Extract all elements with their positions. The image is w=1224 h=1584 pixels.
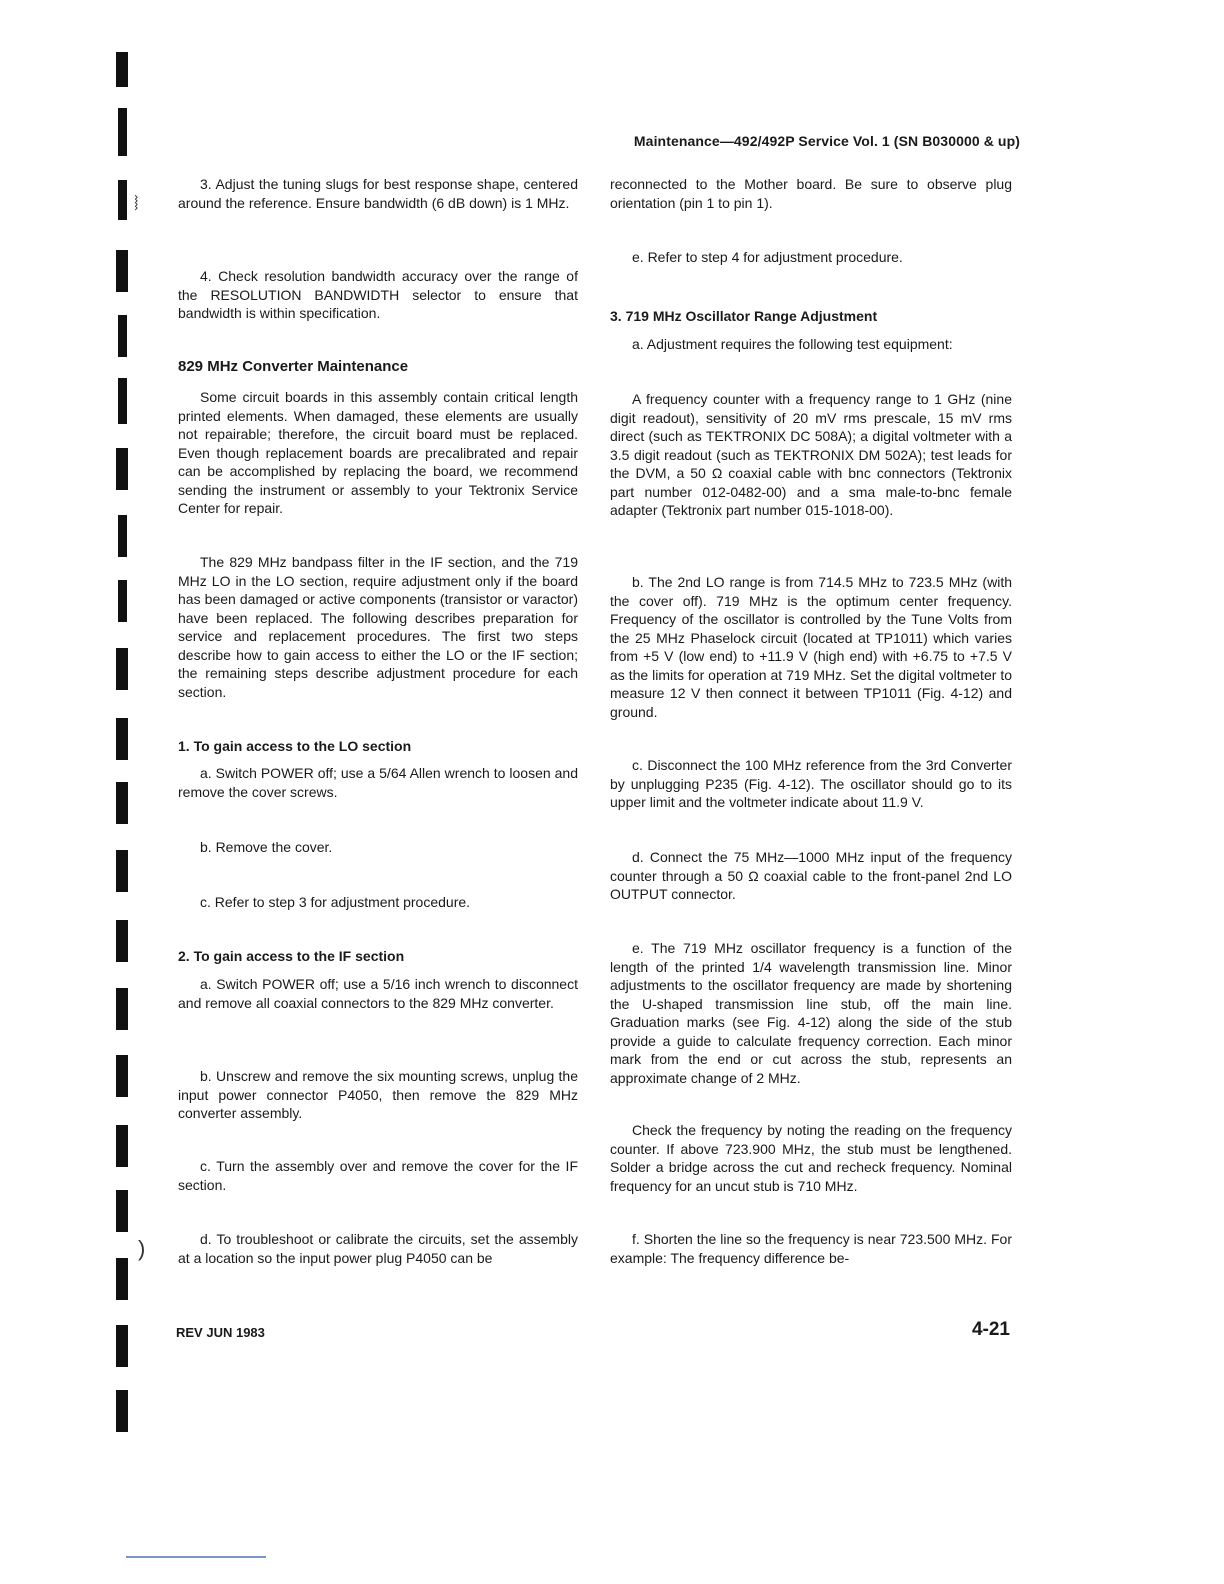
if-step-e: e. Refer to step 4 for adjustment procedure.	[632, 249, 903, 265]
binding-mark	[118, 108, 127, 156]
step-4-paragraph: 4. Check resolution bandwidth accuracy over the range of the RESOLUTION BANDWIDTH selector to ensure that bandwidth is within specification.	[178, 268, 578, 321]
equipment-paragraph: A frequency counter with a frequency range to 1 GHz (nine digit readout), sensitivity of 20 mV rms prescale, 15 mV rms direct (such as TEKTRONIX DC 508A); a digital voltmeter with a 3.5 digit readout (such as TEKTRONIX DM 502A); test leads for the DVM, a 50 Ω coaxial cable with bnc connectors (Tektronix part number 012-0482-00) and a sma male-to-bnc female adapter (Tektronix part number 015-1018-00).	[610, 391, 1012, 518]
if-step-d: d. To troubleshoot or calibrate the circuits, set the assembly at a location so the input power plug P4050 can be	[178, 1231, 578, 1266]
binding-mark	[116, 1258, 128, 1300]
osc-step-d: d. Connect the 75 MHz—1000 MHz input of the frequency counter through a 50 Ω coaxial cable to the front-panel 2nd LO OUTPUT connector.	[610, 849, 1012, 902]
binding-mark	[116, 448, 128, 490]
osc-step-c: c. Disconnect the 100 MHz reference from the 3rd Converter by unplugging P235 (Fig. 4-12). The oscillator should go to its upper limit and the voltmeter indicate about 11.9 V.	[610, 757, 1012, 810]
binding-mark	[118, 515, 127, 557]
binding-mark	[116, 648, 128, 690]
if-step-b: b. Unscrew and remove the six mounting screws, unplug the input power connector P4050, then remove the 829 MHz converter assembly.	[178, 1068, 578, 1121]
continuation-paragraph: reconnected to the Mother board. Be sure to observe plug orientation (pin 1 to pin 1).	[610, 176, 1012, 211]
binding-mark	[118, 378, 127, 424]
lo-step-c: c. Refer to step 3 for adjustment procedure.	[200, 894, 471, 910]
if-step-c: c. Turn the assembly over and remove the cover for the IF section.	[178, 1158, 578, 1193]
binding-mark	[116, 1055, 128, 1097]
bracket-mark: )	[138, 1236, 146, 1261]
osc-step-f: f. Shorten the line so the frequency is near 723.500 MHz. For example: The frequency difference be-	[610, 1231, 1012, 1266]
if-step-a: a. Switch POWER off; use a 5/16 inch wrench to disconnect and remove all coaxial connectors to the 829 MHz converter.	[178, 976, 578, 1011]
binding-edge	[0, 0, 60, 1584]
binding-mark	[116, 1390, 128, 1432]
check-frequency-paragraph: Check the frequency by noting the reading on the frequency counter. If above 723.900 MHz, the stub must be lengthened. Solder a bridge across the cut and recheck frequency. Nominal frequency for an uncut stub is 710 MHz.	[610, 1122, 1012, 1194]
binding-mark	[118, 315, 127, 357]
binding-mark	[116, 718, 128, 760]
binding-mark	[116, 920, 128, 962]
subheading-if-access: 2. To gain access to the IF section	[178, 948, 405, 964]
lo-step-a: a. Switch POWER off; use a 5/64 Allen wrench to loosen and remove the cover screws.	[178, 765, 578, 800]
section-heading-719: 3. 719 MHz Oscillator Range Adjustment	[610, 308, 878, 324]
binding-mark	[116, 1125, 128, 1167]
binding-mark	[118, 180, 127, 220]
lo-step-b: b. Remove the cover.	[200, 839, 333, 855]
binding-mark	[116, 52, 128, 87]
bracket-mark: ⧘	[134, 190, 139, 215]
binding-mark	[116, 1190, 128, 1232]
binding-mark	[118, 580, 127, 622]
binding-mark	[116, 250, 128, 292]
binding-mark	[116, 988, 128, 1030]
step-3-paragraph: 3. Adjust the tuning slugs for best response shape, centered around the reference. Ensure bandwidth (6 dB down) is 1 MHz.	[178, 176, 578, 211]
binding-mark	[116, 782, 128, 824]
critical-length-paragraph: Some circuit boards in this assembly contain critical length printed elements. When damaged, these elements are usually not repairable; therefore, the circuit board must be replaced. Even though replacement boards are precalibrated and repair can be accomplished by replacing the board, we recommend sending the instrument or assembly to your Tektronix Service Center for repair.	[178, 389, 578, 516]
subheading-lo-access: 1. To gain access to the LO section	[178, 738, 412, 754]
binding-mark	[116, 850, 128, 892]
bandpass-paragraph: The 829 MHz bandpass filter in the IF section, and the 719 MHz LO in the LO section, require adjustment only if the board has been damaged or active components (transistor or varactor) have been replaced. The following describes preparation for service and replacement procedures. The first two steps describe how to gain access to either the LO or the IF section; the remaining steps describe adjustment procedure for each section.	[178, 554, 578, 700]
binding-mark	[116, 1325, 128, 1367]
osc-step-b: b. The 2nd LO range is from 714.5 MHz to 723.5 MHz (with the cover off). 719 MHz is the optimum center frequency. Frequency of the oscillator is controlled by the Tune Volts from the 25 MHz Phaselock circuit (located at TP1011) which varies from +5 V (low end) to +11.9 V (high end) with +6.75 to +7.5 V as the limits for operation at 719 MHz. Set the digital voltmeter to measure 12 V then connect it between TP1011 (Fig. 4-12) and ground.	[610, 574, 1012, 720]
running-header: Maintenance—492/492P Service Vol. 1 (SN B030000 & up)	[633, 133, 1020, 149]
revision-date: REV JUN 1983	[176, 1325, 265, 1340]
scan-line	[126, 1556, 266, 1558]
page-number: 4-21	[971, 1319, 1010, 1340]
osc-step-a: a. Adjustment requires the following test equipment:	[632, 336, 953, 352]
osc-step-e: e. The 719 MHz oscillator frequency is a function of the length of the printed 1/4 wavelength transmission line. Minor adjustments to the oscillator frequency are made by shortening the U-shaped transmission line stub, off the main line. Graduation marks (see Fig. 4-12) along the side of the stub provide a guide to calculate frequency correction. Each minor mark from the end or cut across the stub, represents an approximate change of 2 MHz.	[610, 940, 1012, 1086]
section-heading-829: 829 MHz Converter Maintenance	[178, 358, 409, 375]
